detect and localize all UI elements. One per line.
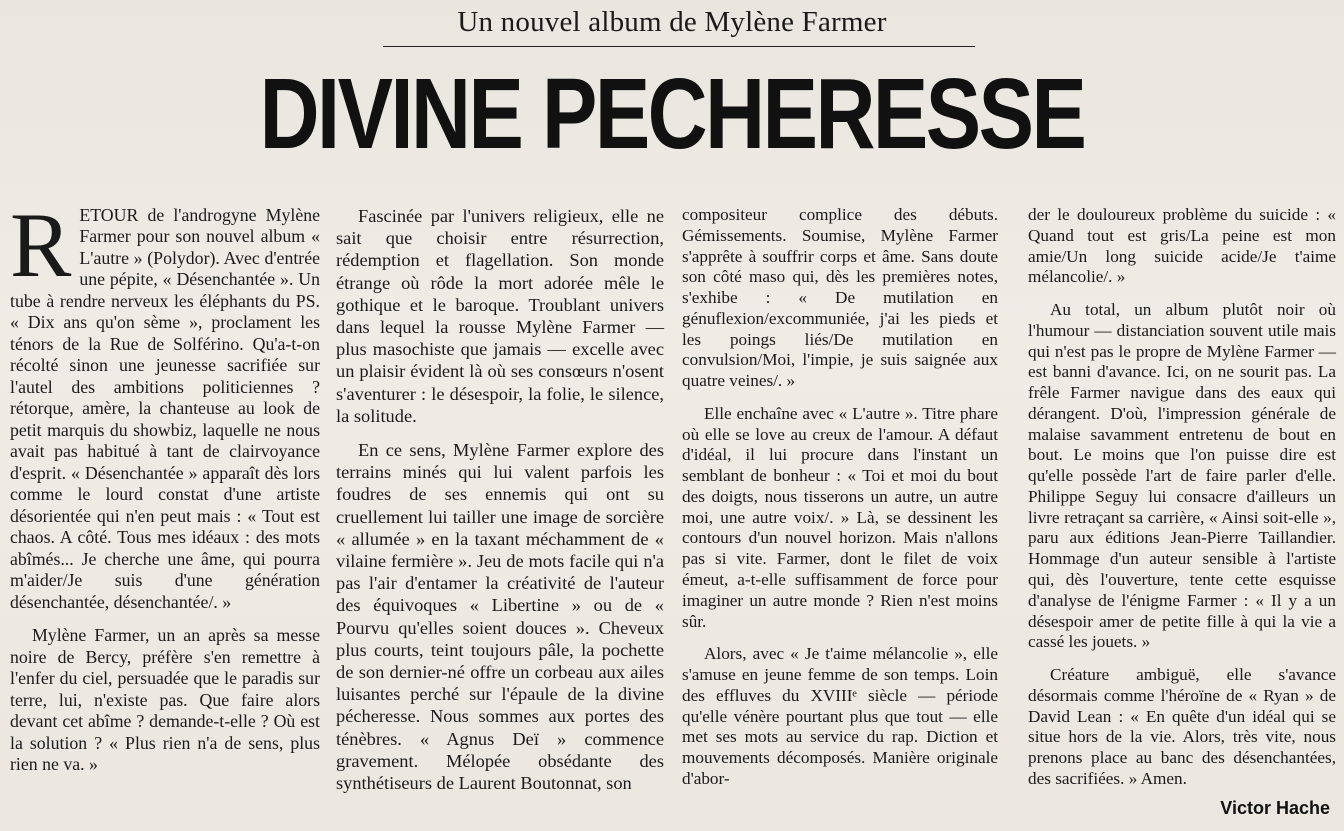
article-column-2 [336, 205, 664, 794]
article-paragraph: compositeur complice des débuts. Gémissements. Soumise, Mylène Farmer s'apprête à souffrir corps et âme. Sans doute son côté maso qui, dès les premières notes, s'exhibe : « De mutilation en génuflexion/excommuniée, j'ai les pieds et les poings liés/De mutilation en convulsion/Moi, l'impie, je suis saignée aux quatre veines/. » [682, 205, 998, 391]
author-signature: Victor Hache [1220, 798, 1330, 818]
article-paragraph: Au total, un album plutôt noir où l'humour — distanciation souvent utile mais qui n'est pas le propre de Mylène Farmer — est banni d'avance. Ici, on ne sourit pas. La frêle Farmer navigue dans des eaux qui dérangent. D'où, l'impression générale de malaise savamment entretenu de bout en bout. Le moins que l'on puisse dire est qu'elle possède l'art de faire parler d'elle. Philippe Seguy lui consacre d'ailleurs un livre retraçant sa carrière, « Ainsi soit-elle », paru aux éditions Jean-Pierre Taillandier. Hommage d'un auteur sensible à l'artiste qui, dès l'ouverture, tente cette esquisse d'analyse de l'énigme Farmer : « Il y a un désespoir amer de petite fille à qui la vie a cassé les jouets. » [1028, 300, 1336, 652]
article-paragraph: Mylène Farmer, un an après sa messe noire de Bercy, préfère s'en remettre à l'enfer du ciel, persuadée que le paradis sur terre, lui, n'existe pas. Que faire alors devant cet abîme ? demande-t-elle ? Où est la solution ? « Plus rien n'a de sens, plus rien ne va. » [10, 625, 320, 775]
article-kicker: Un nouvel album de Mylène Farmer [457, 6, 887, 38]
article-headline: DIVINE PECHERESSE [259, 58, 1085, 170]
article-paragraph: En ce sens, Mylène Farmer explore des terrains minés qui lui valent parfois les foudres de ses ennemis qui ont su cruellement lui tailler une image de sorcière « allumée » en la taxant méchamment de « vilaine fermière ». Jeu de mots facile qui n'a pas l'air d'entamer la créativité de l'auteur des équivoques « Libertine » ou de « Pourvu qu'elles soient douces ». Cheveux plus courts, teint toujours pâle, la pochette de son dernier-né offre un corbeau aux ailes luisantes perché sur l'épaule de la divine pécheresse. Nous sommes aux portes des ténèbres. « Agnus Deï » commence gravement. Mélopée obsédante des synthétiseurs de Laurent Boutonnat, son [336, 440, 664, 794]
article-paragraph: der le douloureux problème du suicide : « Quand tout est gris/La peine est mon amie/Un long suicide acide/Je t'aime mélancolie/. » [1028, 205, 1336, 287]
article-column-4 [1028, 205, 1336, 790]
article-paragraph: Créature ambiguë, elle s'avance désormais comme l'héroïne de « Ryan » de David Lean : « En quête d'un idéal qui se situe hors de la vie. Alors, très vite, nous prenons place au banc des désenchantées, des sacrifiées. » Amen. [1028, 665, 1336, 788]
article-column-1 [10, 194, 320, 776]
article-paragraph [10, 194, 320, 613]
article-paragraph: Fascinée par l'univers religieux, elle ne sait que choisir entre résurrection, rédemption et flagellation. Son monde étrange où rôde la mort adorée mêle le gothique et le baroque. Troublant univers dans lequel la rousse Mylène Farmer — plus masochiste que jamais — excelle avec un plaisir évident là où ses consœurs n'osent s'aventurer : le désespoir, la folie, le silence, la solitude. [336, 206, 664, 426]
paragraph-text: ETOUR de l'androgyne Mylène Farmer pour son nouvel album « L'autre » (Polydor). Avec d'entrée une pépite, « Désenchantée ». Un tube à rendre nerveux les éléphants du PS. « Dix ans qu'on sème », proclament les ténors de la Rue de Solférino. Qu'a-t-on récolté sinon une jeunesse sacrifiée sur l'autel des ambitions politiciennes ? rétorque, amère, la chanteuse au look de petit marquis du showbiz, laquelle ne nous avait pas habitué à tant de clairvoyance d'esprit. « Désenchantée » apparaît dès lors comme le lourd constat d'une artiste désorientée qui n'en peut mais : « Tout est chaos. A côté. Tous mes idéaux : des mots abîmés... Je cherche une âme, qui pourra m'aider/Je suis d'une génération désenchantée, désenchantée/. » [10, 205, 320, 612]
article-column-3 [682, 205, 998, 790]
article-paragraph: Alors, avec « Je t'aime mélancolie », elle s'amuse en jeune femme de son temps. Loin des effluves du XVIIIᵉ siècle — période qu'elle vénère pourtant plus que tout — elle met ses mots au service du rap. Diction et mouvements décomposés. Manière originale d'abor- [682, 644, 998, 788]
article-paragraph: Elle enchaîne avec « L'autre ». Titre phare où elle se love au creux de l'amour. A défaut d'idéal, il lui procure dans l'instant un semblant de bonheur : « Toi et moi du bout des doigts, nous tisserons un autre, un autre moi, une autre voix/. » Là, se dessinent les contours d'un nouvel horizon. Mais n'allons pas si vite. Farmer, dont le filet de voix émeut, a-t-elle suffisamment de force pour imaginer un autre monde ? Rien n'est moins sûr. [682, 403, 998, 631]
drop-cap: R [10, 194, 72, 296]
kicker-rule [383, 46, 975, 47]
